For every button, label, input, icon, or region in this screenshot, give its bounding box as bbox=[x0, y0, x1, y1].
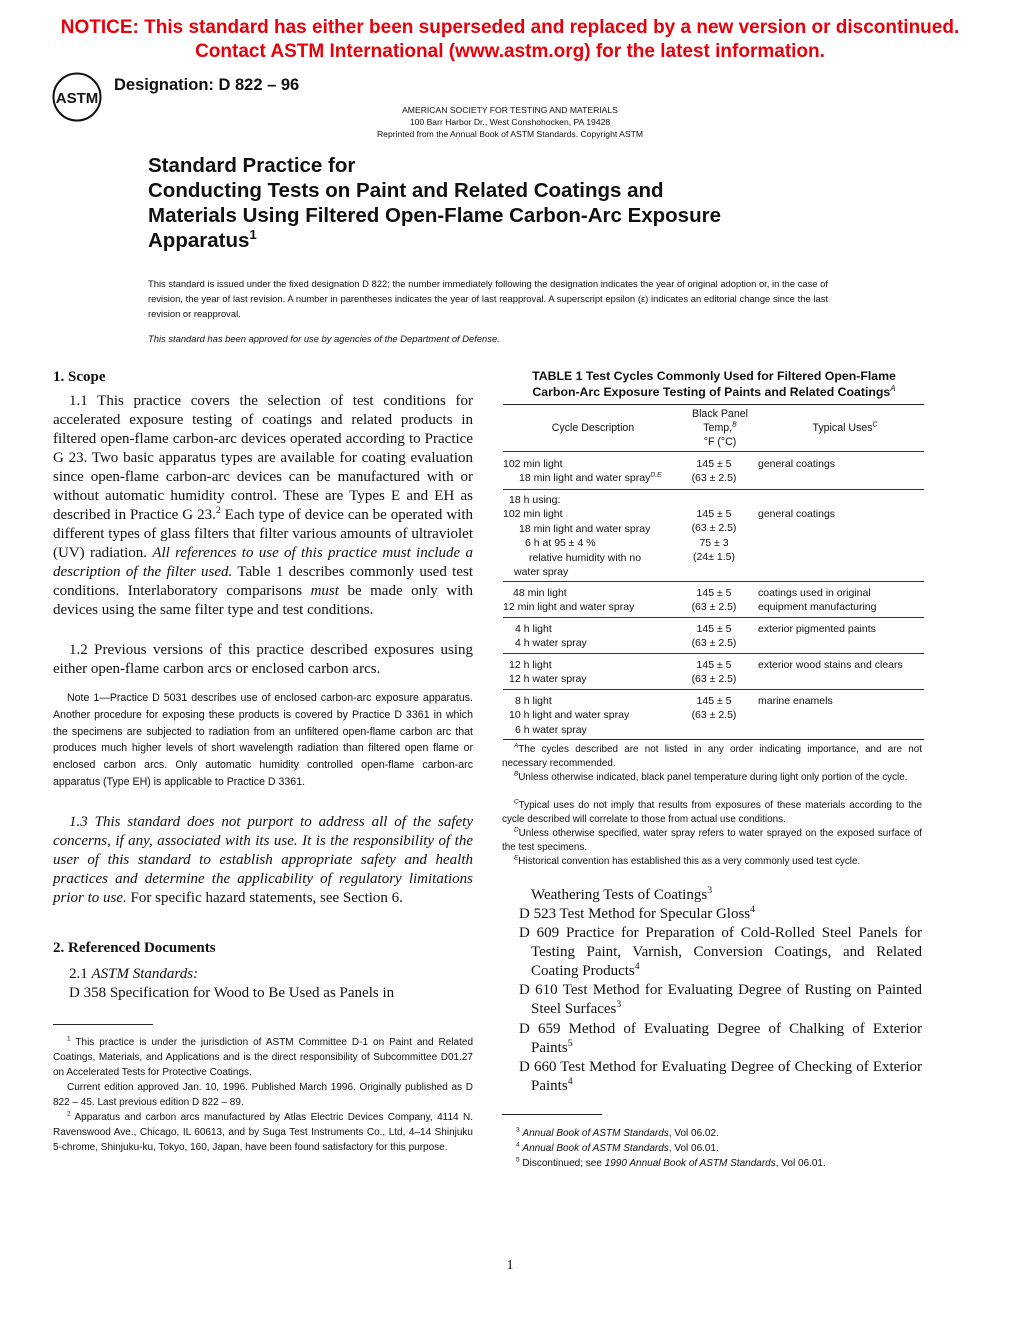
para-1-1 bbox=[53, 392, 473, 620]
ref-d660 bbox=[519, 1058, 922, 1096]
fn5-mark: 5 bbox=[516, 1156, 520, 1164]
temp-f: 145 ± 5 bbox=[696, 458, 732, 470]
footnote-1-b: Current edition approved Jan. 10, 1996. Published March 1996. Originally published as D 822 – 45. Last previous edition D 822 – 89. bbox=[53, 1082, 473, 1108]
temp-f: 75 ± 3 bbox=[699, 536, 729, 549]
p11-text-a: 1.1 This practice covers the selection of test conditions for accelerated exposure testing of coatings and related products in filtered open-flame carbon-arc devices operated according to Practice G 23. Two basic apparatus types are available for coating evaluation since open-flame carbon-arc devices can be manufactured with or without automatic humidity control. These are Types E and EH as described in Practice G 23. bbox=[53, 393, 473, 523]
table-top-rule bbox=[503, 404, 924, 405]
ref-d659 bbox=[519, 1020, 922, 1058]
section-1-heading: 1. Scope bbox=[53, 369, 106, 385]
dod-statement: This standard has been approved for use by agencies of the Department of Defense. bbox=[148, 333, 500, 344]
ref-d610 bbox=[519, 981, 922, 1019]
safety-caveat: 1.3 This standard does not purport to address all of the safety concerns, if any, associated with its use. It is the responsibility of the user of this standard to establish appropriate safety and health practices and determine the applicability of regulatory limitations prior to use. bbox=[53, 814, 473, 906]
ref-fn: 5 bbox=[567, 1038, 573, 1050]
fn3-vol: , Vol 06.02. bbox=[668, 1128, 719, 1139]
col-header-uses bbox=[770, 421, 920, 435]
fn-mark: C bbox=[514, 798, 519, 806]
fn-mark: B bbox=[514, 770, 519, 778]
table-row-rule bbox=[503, 689, 924, 690]
temp-header-fn: B bbox=[732, 421, 737, 429]
ref-fn: 4 bbox=[567, 1076, 573, 1088]
cycle-cell: water spray bbox=[514, 566, 569, 579]
note-1: Note 1—Practice D 5031 describes use of enclosed carbon-arc exposure apparatus. Another procedure for exposing these products is covered by Practice D 3361 in which the specimens are subjected to radiation from an unfiltered open-flame carbon arc that produces much higher levels of short wavelength radiation than filtered open flame or enclosed carbon arcs. Only automatic humidity controlled open-flame carbon-arc apparatus (Type EH) is applicable to Practice D 3361. bbox=[53, 692, 473, 788]
ref-text: D 660 Test Method for Evaluating Degree of Checking of Exterior Paints bbox=[519, 1059, 922, 1095]
title-line-2: Conducting Tests on Paint and Related Coatings and bbox=[148, 179, 664, 202]
uses-line: equipment manufacturing bbox=[758, 601, 877, 614]
fn1-mark: 1 bbox=[67, 1035, 71, 1043]
cycle-cell: 18 h using: bbox=[509, 494, 561, 506]
ref-d609 bbox=[519, 924, 922, 982]
p11-text-d: be made only with devices using the same filter type and test conditions. bbox=[53, 583, 473, 618]
temp-cell bbox=[680, 658, 748, 687]
table-row bbox=[503, 586, 634, 615]
caption-fn-ref: A bbox=[890, 383, 896, 393]
fn4-book: Annual Book of ASTM Standards bbox=[522, 1143, 669, 1154]
table-row-rule bbox=[503, 617, 924, 618]
p21-number: 2.1 bbox=[69, 966, 92, 982]
ref-weathering-tests bbox=[519, 886, 922, 905]
page-number: 1 bbox=[506, 1258, 514, 1273]
cycle-cell: relative humidity with no bbox=[529, 551, 642, 564]
title-line-3: Materials Using Filtered Open-Flame Carbon-Arc Exposure bbox=[148, 204, 721, 227]
uses-cell: marine enamels bbox=[758, 695, 833, 707]
table-row-rule bbox=[503, 489, 924, 490]
fn-mark: A bbox=[514, 742, 519, 750]
para-2-1 bbox=[53, 965, 473, 984]
cycle-cell: 18 min light and water spray bbox=[519, 522, 651, 535]
ref-text: D 523 Test Method for Specular Gloss bbox=[519, 906, 751, 922]
uses-line: coatings used in original bbox=[758, 587, 871, 599]
table-1-caption-line-2 bbox=[503, 384, 925, 401]
temp-c: (63 ± 2.5) bbox=[691, 637, 737, 650]
fn-text: Typical uses do not imply that results from exposures of these materials according to the cycle described will correlate to those from actual use conditions. bbox=[502, 800, 922, 825]
temp-cell bbox=[680, 622, 748, 651]
temp-c: (63 ± 2.5) bbox=[691, 522, 737, 535]
astm-logo-icon bbox=[52, 72, 102, 122]
table-footnote-b bbox=[502, 771, 922, 785]
ref-fn: 3 bbox=[616, 999, 622, 1011]
cycle-cell: 102 min light bbox=[503, 458, 563, 470]
cycle-cell: 12 h light bbox=[509, 659, 552, 671]
temp-c: (63 ± 2.5) bbox=[691, 472, 737, 485]
para-1-2: 1.2 Previous versions of this practice described exposures using either open-flame carbon arcs or enclosed carbon arcs. bbox=[53, 642, 473, 677]
cycle-cell: 18 min light and water spray bbox=[519, 472, 651, 485]
table-header-rule bbox=[503, 451, 924, 452]
fn1-text: This practice is under the jurisdiction of ASTM Committee D-1 on Paint and Related Coatings, Materials, and Applications and is the direct responsibility of Subcommittee D01.27 on Accelerated Tests for Protective Coatings. bbox=[53, 1037, 473, 1078]
ref-text: D 609 Practice for Preparation of Cold-Rolled Steel Panels for Testing Paint, Varnish, Conversion Coatings, and Related Coating Products bbox=[519, 925, 922, 980]
uses-header-fn: C bbox=[872, 421, 878, 429]
uses-cell: exterior pigmented paints bbox=[758, 623, 876, 635]
title-apparatus: Apparatus bbox=[148, 229, 250, 252]
table-row bbox=[503, 658, 587, 687]
temp-f: 145 ± 5 bbox=[696, 659, 732, 671]
fn-text: Unless otherwise indicated, black panel temperature during light only portion of the cycle. bbox=[518, 772, 908, 783]
title-line-1: Standard Practice for bbox=[148, 154, 356, 177]
temp-f: 145 ± 5 bbox=[696, 587, 732, 599]
temp-f: 145 ± 5 bbox=[696, 508, 732, 520]
caption-text: Carbon-Arc Exposure Testing of Paints and Related Coatings bbox=[532, 385, 891, 399]
fn-mark: D bbox=[514, 826, 519, 834]
table-1-caption-line-1: TABLE 1 Test Cycles Commonly Used for Filtered Open-Flame bbox=[532, 369, 896, 383]
cycle-cell: 102 min light bbox=[503, 508, 563, 521]
temp-c: (63 ± 2.5) bbox=[691, 709, 737, 722]
uses-cell: general coatings bbox=[758, 508, 836, 520]
fn5-vol: , Vol 06.01. bbox=[775, 1158, 826, 1169]
designation: Designation: D 822 – 96 bbox=[114, 76, 300, 94]
uses-header-text: Typical Uses bbox=[812, 422, 873, 434]
fn3-book: Annual Book of ASTM Standards bbox=[522, 1128, 669, 1139]
org-line-3: Reprinted from the Annual Book of ASTM Standards. Copyright ASTM bbox=[376, 129, 644, 139]
cycle-fn-ref: D,E bbox=[650, 471, 662, 479]
table-bottom-rule bbox=[503, 739, 924, 740]
ref-d358: D 358 Specification for Wood to Be Used as Panels in bbox=[69, 985, 395, 1001]
cycle-cell: 8 h light bbox=[515, 695, 552, 707]
footnote-4 bbox=[516, 1141, 719, 1156]
uses-cell: general coatings bbox=[758, 458, 836, 470]
temp-f: 145 ± 5 bbox=[696, 695, 732, 707]
temp-f: 145 ± 5 bbox=[696, 623, 732, 635]
footnote-rule-right bbox=[502, 1114, 602, 1115]
p11-text-c: Table 1 describes commonly used test conditions. Interlaboratory comparisons bbox=[53, 564, 474, 599]
table-row-rule bbox=[503, 653, 924, 654]
table-row bbox=[503, 622, 587, 651]
title-footnote-ref: 1 bbox=[249, 227, 257, 243]
temp-header-3: °F (°C) bbox=[703, 436, 737, 448]
table-row bbox=[503, 457, 662, 486]
uses-cell: exterior wood stains and clears bbox=[758, 659, 903, 671]
temp-header-1: Black Panel bbox=[692, 408, 748, 420]
footnote-3 bbox=[516, 1126, 719, 1141]
ref-text: D 610 Test Method for Evaluating Degree of Rusting on Painted Steel Surfaces bbox=[519, 982, 922, 1018]
temp-cell bbox=[680, 507, 748, 565]
ref-text: Weathering Tests of Coatings bbox=[531, 887, 708, 903]
fn4-mark: 4 bbox=[516, 1141, 520, 1149]
org-line-2: 100 Barr Harbor Dr., West Conshohocken, PA 19428 bbox=[409, 117, 611, 127]
footnote-5 bbox=[516, 1156, 826, 1171]
temp-cell bbox=[680, 457, 748, 486]
p13-text-b: For specific hazard statements, see Section 6. bbox=[126, 890, 403, 906]
fn2-mark: 2 bbox=[67, 1110, 71, 1118]
temp-c: (24± 1.5) bbox=[693, 551, 735, 564]
table-row bbox=[503, 694, 629, 737]
uses-cell bbox=[758, 586, 877, 615]
fn5-book: 1990 Annual Book of ASTM Standards bbox=[604, 1158, 776, 1169]
cycle-cell: 12 h water spray bbox=[509, 673, 587, 686]
p11-fn-ref: 2 bbox=[215, 505, 221, 516]
p11-text-b: Each type of device can be operated with different types of glass filters that filter various amounts of ultraviolet (UV) radiation. bbox=[53, 507, 474, 561]
ref-fn: 3 bbox=[707, 885, 713, 896]
fn5-text: Discontinued; see bbox=[522, 1158, 605, 1169]
section-2-heading: 2. Referenced Documents bbox=[53, 940, 216, 956]
title-line-4 bbox=[148, 228, 257, 253]
notice-line-1: NOTICE: This standard has either been superseded and replaced by a new version or discontinued. bbox=[60, 17, 960, 38]
temp-c: (63 ± 2.5) bbox=[691, 673, 737, 686]
org-line-1: AMERICAN SOCIETY FOR TESTING AND MATERIALS bbox=[402, 105, 618, 115]
fn-text: The cycles described are not listed in any order indicating importance, and are not necessary recommended. bbox=[502, 744, 922, 769]
fn-mark: E bbox=[514, 854, 519, 862]
fn2-text: Apparatus and carbon arcs manufactured by Atlas Electric Devices Company, 4114 N. Ravenswood Ave., Chicago, IL 60613, and by Suga Test Instruments Co., Ltd, 4–14 Shinjuku 5-chrome, Shinjuku-ku, Tokyo, 160, Japan, have been found satisfactory for this purpose. bbox=[53, 1112, 473, 1153]
cycle-cell: 4 h light bbox=[515, 623, 552, 635]
table-footnote-a bbox=[502, 743, 922, 771]
temp-cell bbox=[680, 694, 748, 723]
temp-cell bbox=[680, 586, 748, 615]
cycle-cell: 10 h light and water spray bbox=[509, 709, 630, 722]
p21-astm-standards: ASTM Standards: bbox=[91, 966, 199, 982]
issued-statement: This standard is issued under the fixed designation D 822; the number immediately following the designation indicates the year of original adoption or, in the case of revision, the year of last revision. A number in parentheses indicates the year of last reapproval. A superscript epsilon (ε) indicates an editorial change since the last revision or reapproval. bbox=[148, 278, 828, 319]
cycle-cell: 6 h at 95 ± 4 % bbox=[525, 537, 596, 550]
cycle-cell: 4 h water spray bbox=[515, 637, 587, 650]
temp-header-2: Temp, bbox=[703, 422, 733, 434]
footnote-2 bbox=[53, 1110, 473, 1155]
table-footnote-c bbox=[502, 799, 922, 827]
cycle-cell: 48 min light bbox=[513, 587, 567, 599]
table-footnote-d bbox=[502, 827, 922, 855]
ref-text: D 659 Method of Evaluating Degree of Chalking of Exterior Paints bbox=[519, 1021, 922, 1057]
ref-fn: 4 bbox=[750, 904, 756, 915]
ref-fn: 4 bbox=[634, 961, 640, 973]
table-footnote-e bbox=[502, 855, 922, 869]
fn4-vol: , Vol 06.01. bbox=[668, 1143, 719, 1154]
logo-text: ASTM bbox=[55, 90, 99, 107]
cycle-cell: 6 h water spray bbox=[515, 723, 587, 736]
footnote-rule-left bbox=[53, 1024, 153, 1025]
fn-text: Historical convention has established this as a very commonly used test cycle. bbox=[518, 856, 861, 867]
col-header-cycle: Cycle Description bbox=[551, 422, 635, 434]
p11-emphasis-filter: All references to use of this practice must include a description of the filter used. bbox=[53, 545, 474, 580]
ref-d523 bbox=[519, 905, 934, 924]
footnote-1 bbox=[53, 1035, 473, 1080]
fn3-mark: 3 bbox=[516, 1126, 520, 1134]
table-row-rule bbox=[503, 581, 924, 582]
col-header-temp bbox=[680, 407, 760, 449]
fn-text: Unless otherwise specified, water spray refers to water sprayed on the exposed surface of the test specimens. bbox=[502, 828, 922, 853]
table-row bbox=[503, 493, 650, 579]
p11-emphasis-must: must bbox=[310, 583, 339, 599]
temp-c: (63 ± 2.5) bbox=[691, 601, 737, 614]
cycle-cell: 12 min light and water spray bbox=[503, 601, 635, 614]
para-1-3 bbox=[53, 813, 473, 908]
notice-line-2: Contact ASTM International (www.astm.org) for the latest information. bbox=[195, 41, 825, 62]
